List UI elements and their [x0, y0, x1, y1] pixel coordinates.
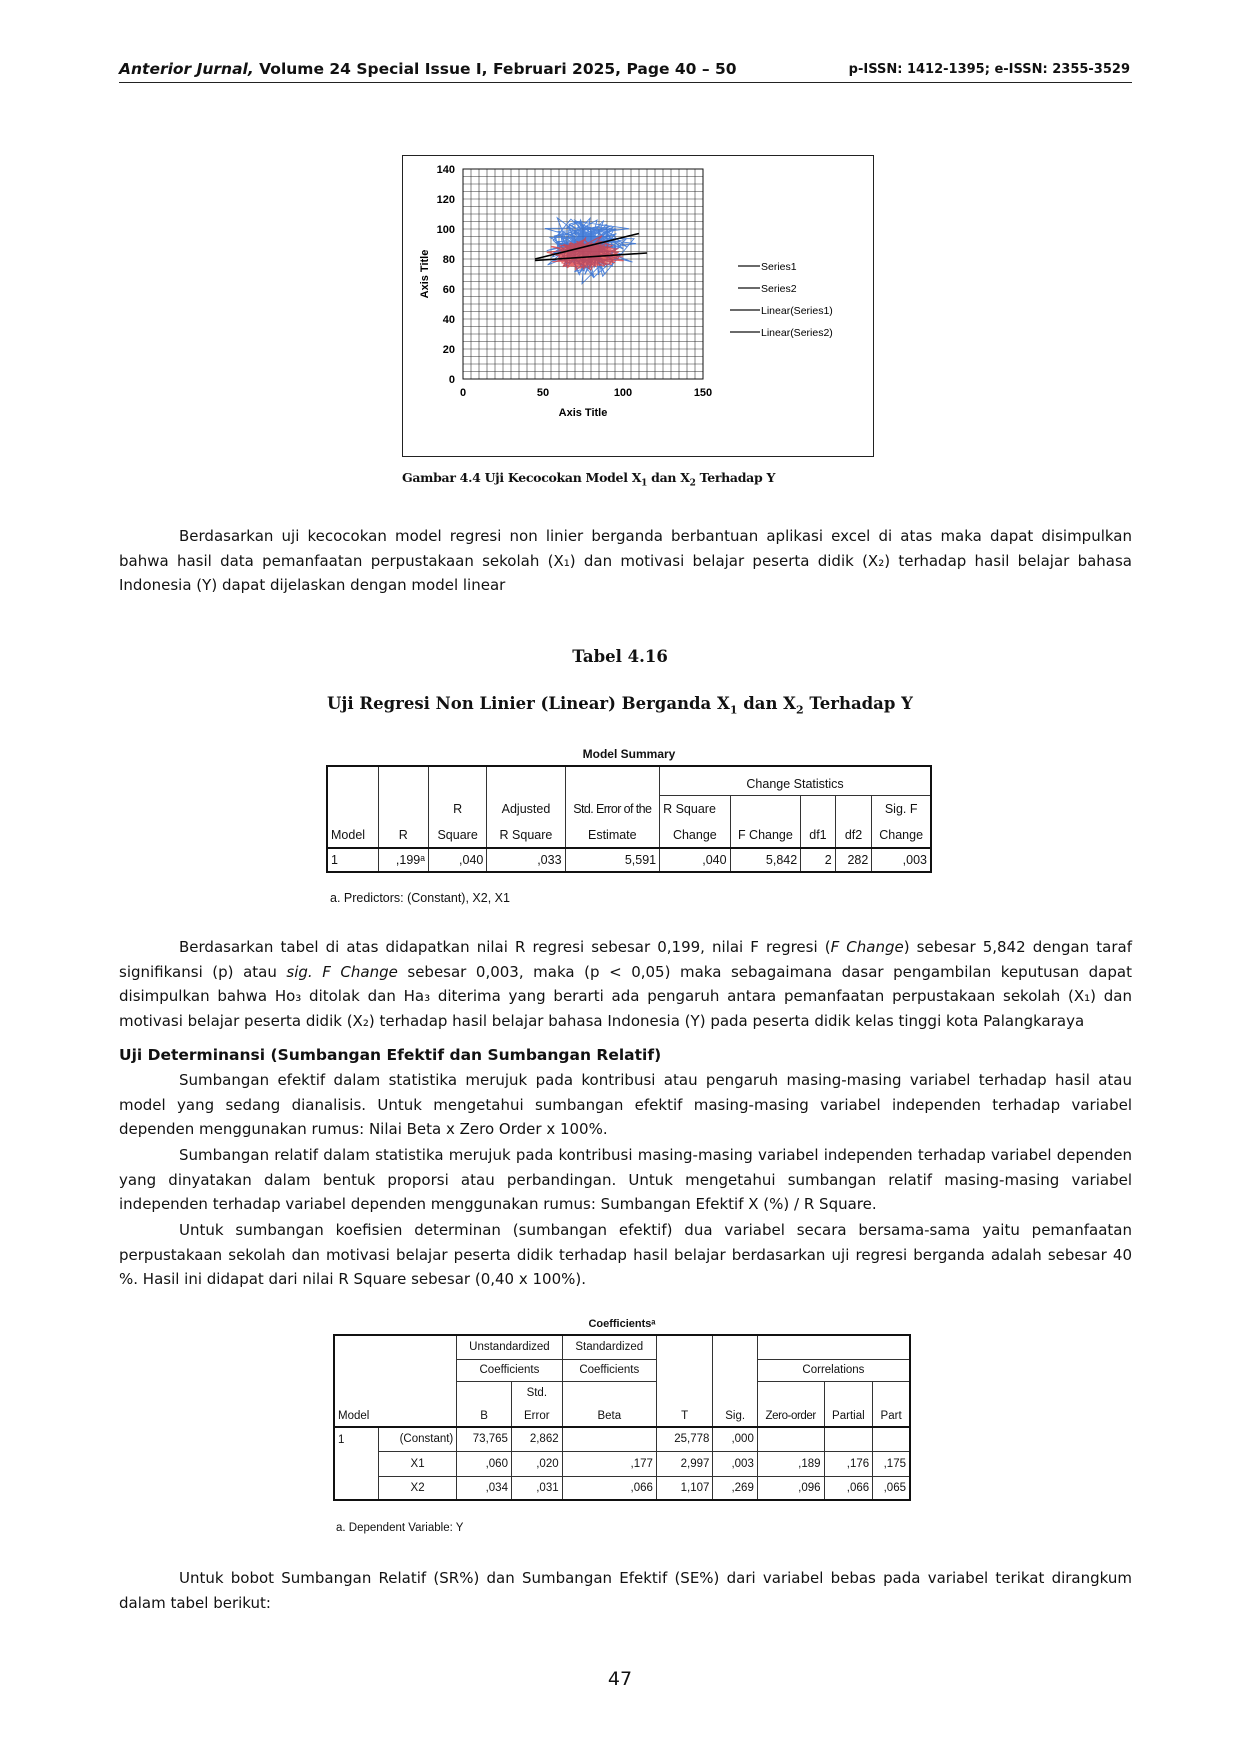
issue-info: Volume 24 Special Issue I, Februari 2025, Page 40 – 50 [253, 60, 737, 78]
x-tick-label: 0 [459, 387, 467, 399]
y-axis-label: Axis Title [419, 249, 431, 299]
x-tick-label: 150 [693, 387, 713, 399]
legend-label: Linear(Series1) [761, 305, 833, 317]
table-row: 1 (Constant) 73,765 2,862 25,778 ,000 [334, 1427, 910, 1451]
paragraph-1: Berdasarkan uji kecocokan model regresi non linier berganda berbantuan aplikasi excel di atas maka dapat disimpulkan bahwa hasil data pemanfaatan perpustakaan sekolah (X₁) dan motivasi belajar peserta didik (X₂) terhadap hasil belajar bahasa Indonesia (Y) dapat dijelaskan dengan model linear [119, 527, 1132, 594]
paragraph-5: Untuk sumbangan koefisien determinan (sumbangan efektif) dua variabel secara bersama-sama yaitu pemanfaatan perpustakaan sekolah dan motivasi belajar peserta didik terhadap hasil belajar berdasarkan uji regresi berganda adalah sebesar 40 %. Hasil ini didapat dari nilai R Square sebesar (0,40 x 100%). [119, 1221, 1132, 1288]
y-tick-label: 120 [436, 194, 455, 206]
model-summary-footnote: a. Predictors: (Constant), X2, X1 [330, 891, 510, 905]
journal-name: Anterior Jurnal, [119, 60, 254, 78]
x-tick-label: 100 [613, 387, 633, 399]
x-axis-label: Axis Title [558, 407, 608, 419]
coefficients-table: Unstandardized Standardized Coefficients Coefficients Correlations Std. Model B Error Beta T Sig. Zero-order Partial Part 1 (Constant) 73,765 2,862 25,778 ,000 X1 ,060 ,020 ,177 2,997 ,003 ,189 ,176 ,175 X2 ,034 ,031 ,066 1,107 ,269 ,096 ,066 ,065 [333, 1334, 911, 1501]
y-tick-label: 140 [436, 164, 455, 176]
issn: p-ISSN: 1412-1395; e-ISSN: 2355-3529 [848, 62, 1130, 77]
paragraph-6: Untuk bobot Sumbangan Relatif (SR%) dan Sumbangan Efektif (SE%) dari variabel bebas pada variabel terikat dirangkum dalam tabel berikut: [119, 1569, 1132, 1612]
y-tick-label: 0 [448, 374, 455, 386]
paragraph-3: Sumbangan efektif dalam statistika merujuk pada kontribusi atau pengaruh masing-masing variabel terhadap hasil atau model yang sedang dianalisis. Untuk mengetahui sumbangan efektif masing-masing variabel independen terhadap variabel dependen menggunakan rumus: Nilai Beta x Zero Order x 100%. [119, 1071, 1132, 1138]
coefficients-title: Coefficientsᵃ [588, 1318, 656, 1330]
coefficients-footnote: a. Dependent Variable: Y [336, 1522, 464, 1534]
page-number: 47 [607, 1668, 633, 1690]
figure-caption: Gambar 4.4 Uji Kecocokan Model $X_1$ dan $X_2$ Terhadap Y [402, 470, 776, 489]
legend-label: Linear(Series2) [761, 327, 833, 339]
model-summary-table: Change Statistics R Adjusted Std. Error of the R Square Sig. F Model R Square R Square Estimate Change F Change df1 df2 Change 1 ,199ᵃ ,040 ,033 5,591 ,040 5,842 2 282 ,003 [326, 765, 932, 873]
table-title: Uji Regresi Non Linier (Linear) Berganda $X_1$ dan $X_2$ Terhadap Y [327, 694, 913, 717]
legend-label: Series1 [761, 261, 797, 273]
y-tick-label: 40 [442, 314, 455, 326]
model-summary-title: Model Summary [582, 747, 676, 761]
y-tick-label: 100 [436, 224, 455, 236]
y-tick-label: 60 [442, 284, 455, 296]
legend-label: Series2 [761, 283, 797, 295]
change-statistics-header: Change Statistics [660, 766, 931, 795]
section-heading: Uji Determinansi (Sumbangan Efektif dan Sumbangan Relatif) [119, 1046, 662, 1064]
table-row: X2 ,034 ,031 ,066 1,107 ,269 ,096 ,066 ,065 [334, 1476, 910, 1500]
table-row: 1 ,199ᵃ ,040 ,033 5,591 ,040 5,842 2 282 ,003 [327, 848, 931, 872]
y-tick-label: 20 [442, 344, 455, 356]
x-tick-label: 50 [536, 387, 550, 399]
running-header [119, 58, 1132, 83]
journal-citation [119, 60, 737, 78]
scatter-chart [403, 156, 873, 456]
table-label: Tabel 4.16 [572, 647, 668, 666]
table-row: X1 ,060 ,020 ,177 2,997 ,003 ,189 ,176 ,175 [334, 1451, 910, 1476]
paragraph-2: Berdasarkan tabel di atas didapatkan nilai R regresi sebesar 0,199, nilai F regresi (F Change) sebesar 5,842 dengan taraf signifikansi (p) atau sig. F Change sebesar 0,003, maka (p < 0,05) maka sebagaimana dasar pengambilan keputusan dapat disimpulkan bahwa Ho₃ ditolak dan Ha₃ diterima yang berarti ada pengaruh antara pemanfaatan perpustakaan sekolah (X₁) dan motivasi belajar peserta didik (X₂) terhadap hasil belajar bahasa Indonesia (Y) pada peserta didik kelas tinggi kota Palangkaraya [119, 938, 1132, 1030]
paragraph-4: Sumbangan relatif dalam statistika merujuk pada kontribusi masing-masing variabel independen terhadap variabel dependen yang dinyatakan dalam bentuk proporsi atau perbandingan. Untuk mengetahui sumbangan relatif masing-masing variabel independen terhadap variabel dependen menggunakan rumus: Sumbangan Efektif X (%) / R Square. [119, 1146, 1132, 1213]
y-tick-label: 80 [442, 254, 455, 266]
figure-4-4 [402, 155, 874, 457]
